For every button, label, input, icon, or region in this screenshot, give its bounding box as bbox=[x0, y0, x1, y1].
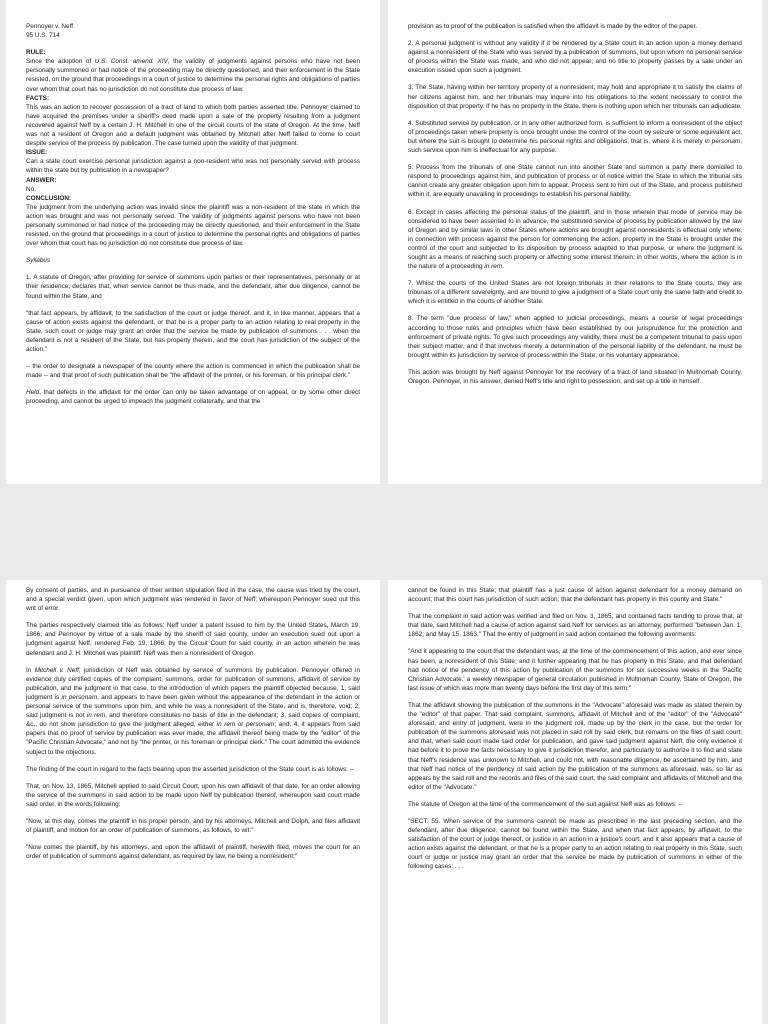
issue-heading: ISSUE: bbox=[26, 149, 48, 157]
syllabus-paragraph: "that fact appears, by affidavit, to the satisfaction of the court or judge thereof, and it, in like manner, appears that a cause of action exists against the defendant, or that he is a proper party to an action relating to real property in the State, such court or judge may grant an order that the service be made by publication of summons . . . when the defendant is not a resident of the State, but has property therein, and the court has jurisdiction of the subject of the action," bbox=[26, 309, 360, 353]
case-title: Pennoyer v. Neff bbox=[26, 23, 74, 30]
answer-text: No. bbox=[26, 185, 36, 193]
opinion-paragraph: The statute of Oregon at the time of the commencement of the suit against Neff was as follows: -- bbox=[408, 800, 683, 808]
opinion-paragraph: The parties respectively claimed title as follows: Neff under a patent issued to him by the United States, March 19, 1866; and Pennoyer by virtue of a sale made by the sheriff of said county, under an execution sued out upon a judgment against Neff, rendered Feb. 19, 1866, by the Circuit Court for said county, in an action wherein he was defendant and J. H. Mitchell was plaintiff. Neff was then a nonresident of Oregon. bbox=[26, 622, 360, 657]
syllabus-paragraph: 6. Except in cases affecting the personal status of the plaintiff, and in those wherein that mode of service may be considered to have been assented to in advance, the substituted service of process by publication allowed by the law of Oregon and by similar laws in other States where actions are brought against nonresidents is effectual only where, in connection with process against the person for commencing the action, property in the State is brought under the control of the court and subjected to its disposition by process adapted to that purpose, or where the judgment is sought as a means of reaching such property or affecting some interest therein; in other words, where the action is in the nature of a proceeding in rem. bbox=[408, 208, 742, 271]
opinion-paragraph: "And it appearing to the court that the defendant was, at the time of the commencement of this action, and ever since has been, a nonresident of this State; and it further appearing that he has property in this State, and that defendant had notice of the pendency of this action by publication of the summons for six successive weeks in the 'Pacific Christian Advocate,' a weekly newspaper of general circulation published in Multnomah County, State of Oregon, the last issue of which was more than twenty days before the first day of this term." bbox=[408, 648, 742, 692]
opinion-paragraph: "SECT. 55. When service of the summons cannot be made as prescribed in the last preceding section, and the defendant, after due diligence, cannot be found within the State, and when that fact appears, by affidavit, to the satisfaction of the court or judge thereof, or justice in an action in a justice's court, and it also appears that a cause of action exists against the defendant, or that he is a proper party to an action relating to real property in this State, such court or judge or justice may grant an order that the service be made by publication of summons in either of the following cases: . . . bbox=[408, 817, 742, 871]
opinion-paragraph: "Now comes the plaintiff, by his attorneys, and upon the affidavit of plaintiff, herewith filed, moves the court for an order of publication of summons against defendant, as required by law, he being a nonresident;" bbox=[26, 844, 360, 861]
document-page-2 bbox=[388, 0, 762, 484]
opinion-paragraph: That the affidavit showing the publication of the summons in the "Advocate" aforesaid was made as stated therein by the "editor" of that paper. That said complaint, summons, affidavit of Mitchell and of the "editor" of the "Advocate" aforesaid, and entry of judgment, were in the judgment roll, made up by the clerk in the case, but the order for publication of the summons aforesaid was not placed in said roll by said clerk, but remains on the files of said court; and that, when said court made said order for publication, and gave said judgment against Neff, the only evidence it had before it to prove the facts necessary to give it jurisdiction therefor, and particularly to authorize it to find and state that Neff's residence was unknown to Mitchell, and could not, with reasonable diligence, be ascertained by him, and that Neff had notice of the pendency of said action by the publication of the summons as aforesaid, was, so far as appears by the said roll and the records and files of the said court, the said complaint and affidavits of Mitchell and the editor of the "Advocate." bbox=[408, 701, 742, 791]
syllabus-paragraph: 2. A personal judgment is without any validity if it be rendered by a State court in an action upon a money demand against a nonresident of the State who was served by a publication of summons, but upon whom no personal service of process within the State was made, and who did not appear; and no title to property passes by a sale under an execution issued upon such a judgment. bbox=[408, 40, 742, 75]
held-paragraph: Held, that defects in the affidavit for the order can only be taken advantage of on appeal, or by some other direct proceeding, and cannot be urged to impeach the judgment collaterally, and that the bbox=[26, 389, 360, 406]
opinion-paragraph: The finding of the court in regard to the facts bearing upon the asserted jurisdiction of the State court is as follows: -- bbox=[26, 765, 354, 773]
answer-heading: ANSWER: bbox=[26, 176, 57, 184]
document-page-4 bbox=[388, 580, 762, 1024]
syllabus-paragraph: 5. Process from the tribunals of one State cannot run into another State and summon a party there domiciled to respond to proceedings against him, and publication of process or of notice within the State in which the tribunal sits cannot create any greater obligation upon him to appear. Process sent to him out of the State, and process published within it, are equally unavailing in proceedings to establish his personal liability. bbox=[408, 164, 742, 199]
document-page-1 bbox=[6, 0, 380, 484]
syllabus-paragraph: 1. A statute of Oregon, after providing for service of summons upon parties or their representatives, personally or at their residence, declares that, when service cannot be thus made, and the defendant, after due diligence, cannot be found within the State, and bbox=[26, 274, 360, 300]
opinion-paragraph: That, on Nov. 13, 1865, Mitchell applied to said Circuit Court, upon his own affidavit of that date, for an order allowing the service of the summons in said action to be made upon Neff by publication thereof, whereupon said court made said order, in the words following: bbox=[26, 782, 360, 808]
rule-text: Since the adoption of U.S. Const. amend. XIV, the validity of judgments against persons who have not been personally summoned or had notice of the proceeding may be directly questioned, and their enforcement in the State resisted, on the ground that proceedings in a court of justice to determine the personal rights and obligations of parties over whom that court has no jurisdiction do not constitute due process of law. bbox=[26, 58, 361, 93]
facts-heading: FACTS: bbox=[26, 94, 50, 102]
document-page-3 bbox=[6, 580, 380, 1024]
conclusion-text: The judgment from the underlying action was invalid since the plaintiff was a non-resident of the state in which the action was brought and was not personally served. The validity of judgments against persons who have not been personally summoned or had notice of the proceeding may be directly questioned, and their enforcement in the State resisted, on the ground that proceedings in a court of justice to determine the personal rights and obligations of parties over whom that court has no jurisdiction do not constitute due process of law. bbox=[26, 203, 360, 248]
facts-text: This was an action to recover possession of a tract of land to which both parties asserted title. Pennoyer claimed to have acquired the premises under a sheriff's deed made upon a sale of the property resulting from a judgment recovered against Neff by a certain J. H. Mitchell in one of the circuit courts of the state of Oregon. At the time, Neff was not a resident of Oregon and a default judgment was obtained by Mitchell after Neff failed to come to court despite service of the process by publication. The case turned upon the validity of that judgment. bbox=[26, 103, 360, 148]
syllabus-paragraph: 4. Substituted service by publication, or in any other authorized form, is sufficient to inform a nonresident of the object of proceedings taken where property is once brought under the control of the court by seizure or some equivalent act, but where the suit is brought to determine his personal rights and obligations, that is, where it is merely in personam, such service upon him is ineffectual for any purpose. bbox=[408, 119, 743, 155]
opinion-paragraph: "Now, at this day, comes the plaintiff in his proper person, and by his attorneys, Mitchell and Dolph, and files affidavit of plaintiff, and motion for an order of publication of summons, as follows, to wit:" bbox=[26, 817, 360, 835]
case-citation: 95 U.S. 714 bbox=[26, 32, 60, 40]
opinion-paragraph: In Mitchell v. Neff, jurisdiction of Neff was obtained by service of summons by publication. Pennoyer offered in evidence duly certified copies of the complaint, summons, order for publication of summons, affidavit of service by publication, and the judgment in that case, to the introduction of which papers the plaintiff objected because, 1, said judgment is in personam, and appears to have been given without the appearance of the defendant in the action or personal service of the summons upon him, and while he was a nonresident of the State, and is, therefore, void; 2, said judgment is not in rem, and therefore constitutes no basis of title in the defendant; 3, said copies of complaint, &c., do not show jurisdiction to give the judgment alleged, either in rem or personam; and, 4, it appears from said papers that no proof of service by publication was ever made, the affidavit thereof being made by the "editor" of the "Pacific Christian Advocate," and not by "the printer, or his foreman or principal clerk." The court admitted the evidence subject to the objections. bbox=[26, 666, 360, 756]
opinion-paragraph: cannot be found in this State; that plaintiff has a just cause of action against defendant for a money demand on account; that this court has jurisdiction of such action; that the defendant has property in this county and State." bbox=[408, 587, 742, 604]
issue-text: Can a state court exercise personal jurisdiction against a non-resident who was not personally served with process within the state but by publication in a newspaper? bbox=[26, 158, 360, 175]
rule-heading: RULE: bbox=[26, 49, 46, 57]
syllabus-paragraph: 3. The State, having within her territory property of a nonresident, may hold and appropriate it to satisfy the claims of her citizens against him, and her tribunals may inquire into his obligations to the extent necessary to control the disposition of that property. If he has no property in the State, there is nothing upon which her tribunals can adjudicate. bbox=[408, 84, 742, 110]
opinion-paragraph: That the complaint in said action was verified and filed on Nov. 3, 1865, and contained facts tending to prove that, at that date, said Mitchell had a cause of action against said Neff for services as an attorney, performed "between Jan. 1, 1862, and May 15, 1863." That the entry of judgment in said action contained the following averments: bbox=[408, 613, 742, 639]
syllabus-paragraph: provision as to proof of the publication is satisfied when the affidavit is made by the editor of the paper. bbox=[408, 23, 698, 30]
opinion-paragraph: By consent of parties, and in pursuance of their written stipulation filed in the case, the cause was tried by the court, and a special verdict given, upon which judgment was rendered in favor of Neff; whereupon Pennoyer sued out this writ of error. bbox=[26, 587, 360, 613]
syllabus-paragraph: -- the order to designate a newspaper of the county where the action is commenced in which the publication shall be made -- and that proof of such publication shall be "the affidavit of the printer, or his foreman, or his principal clerk." bbox=[26, 363, 360, 380]
syllabus-paragraph: 8. The term "due process of law," when applied to judicial proceedings, means a course of legal proceedings according to those rules and principles which have been established by our jurisprudence for the protection and enforcement of private rights. To give such proceedings any validity, there must be a competent tribunal to pass upon their subject matter, and if that involves merely a determination of the personal liability of the defendant, he must be brought within its jurisdiction by service of process within the State, or his voluntary appearance. bbox=[408, 315, 742, 359]
syllabus-paragraph: 7. Whilst the courts of the United States are not foreign tribunals in their relations to the State courts, they are tribunals of a different sovereignty, and are bound to give a judgment of a State court only the same faith and credit to which it is entitled in the courts of another State. bbox=[408, 280, 742, 306]
conclusion-heading: CONCLUSION: bbox=[26, 194, 72, 202]
syllabus-paragraph: This action was brought by Neff against Pennoyer for the recovery of a tract of land situated in Multnomah County, Oregon. Pennoyer, in his answer, denied Neff's title and right to possession, and set up a title in himself. bbox=[408, 368, 742, 385]
syllabus-heading: Syllabus bbox=[26, 257, 51, 265]
